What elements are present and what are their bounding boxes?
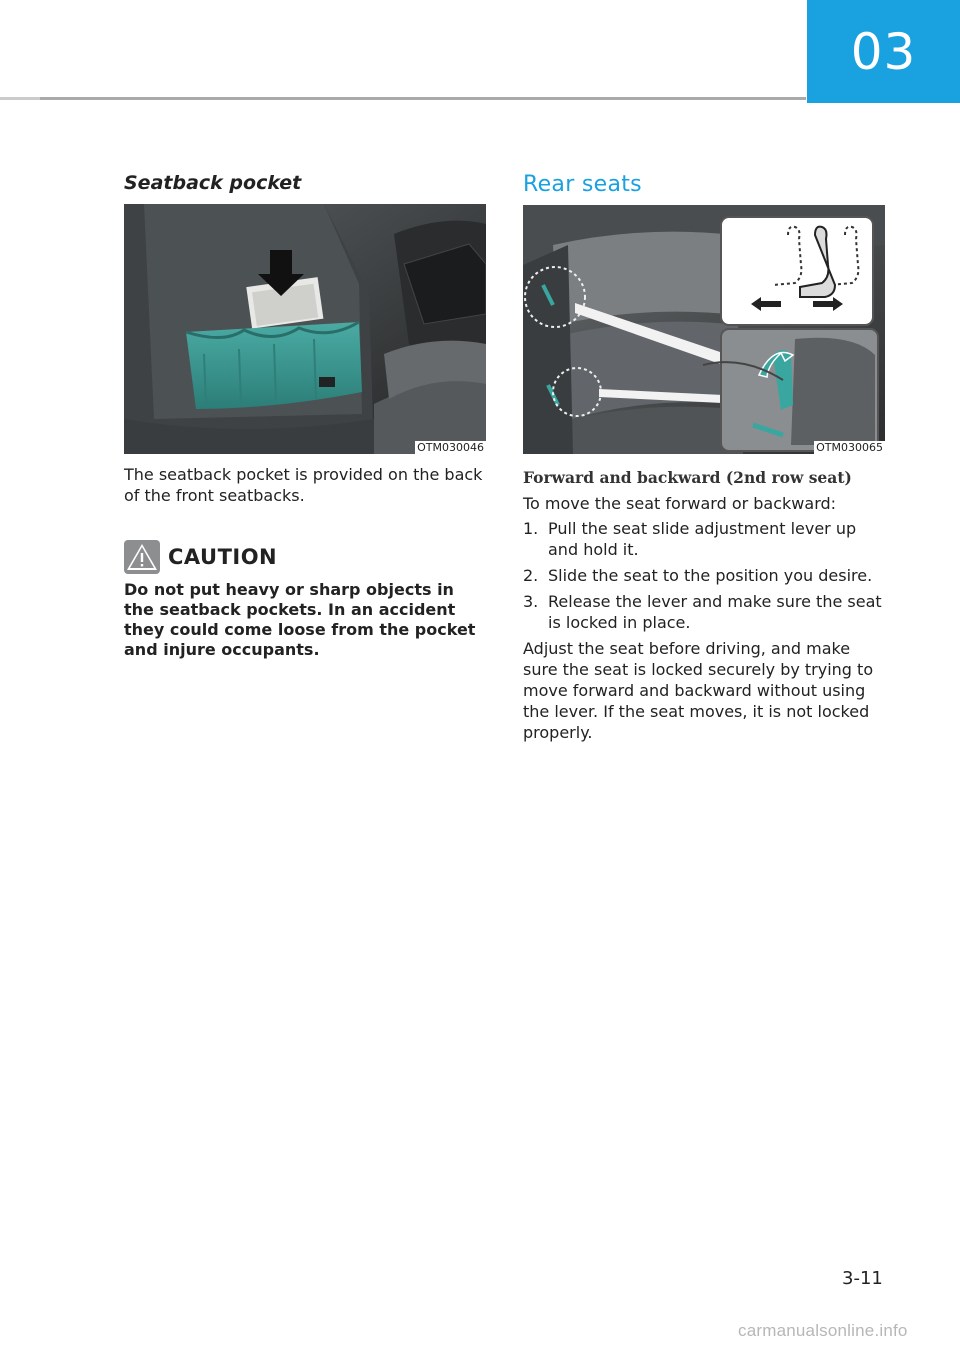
step-text: Pull the seat slide adjustment lever up and hold it. xyxy=(548,519,857,559)
left-column xyxy=(124,172,486,660)
seatback-pocket-figure xyxy=(124,204,486,454)
rear-seats-illustration xyxy=(523,205,885,454)
header-rule xyxy=(0,97,806,100)
rear-seats-figure xyxy=(523,205,885,454)
page-number: 3-11 xyxy=(842,1268,883,1289)
intro-text: To move the seat forward or backward: xyxy=(523,494,837,513)
list-item xyxy=(523,591,885,633)
step-number: 2. xyxy=(523,566,539,585)
watermark: carmanualsonline.info xyxy=(738,1321,908,1340)
lock-note: Adjust the seat before driving, and make sure the seat is locked securely by trying to move forward and backward without using the lever. If the seat moves, it is not locked properly. xyxy=(523,639,874,742)
step-number: 1. xyxy=(523,519,539,538)
caution-header xyxy=(124,540,486,574)
seatback-pocket-description: The seatback pocket is provided on the back of the front seatbacks. xyxy=(124,465,483,505)
seatback-pocket-illustration xyxy=(124,204,486,454)
caution-text: Do not put heavy or sharp objects in the seatback pockets. In an accident they could come loose from the pocket and injure occupants. xyxy=(124,580,476,659)
step-text: Slide the seat to the position you desire. xyxy=(548,566,873,585)
right-column xyxy=(523,172,885,743)
figure-code: OTM030046 xyxy=(417,441,484,454)
list-item xyxy=(523,518,885,560)
seatback-pocket-heading: Seatback pocket xyxy=(124,172,302,194)
step-number: 3. xyxy=(523,592,539,611)
forward-backward-subheading: Forward and backward (2nd row seat) xyxy=(523,468,852,487)
step-text: Release the lever and make sure the seat is locked in place. xyxy=(548,592,882,632)
steps-list xyxy=(523,518,885,633)
warning-icon xyxy=(124,540,160,574)
list-item xyxy=(523,565,885,586)
rear-seats-heading: Rear seats xyxy=(523,172,642,197)
caution-label: CAUTION xyxy=(168,545,278,569)
header-rule-accent xyxy=(0,97,40,100)
figure-code: OTM030065 xyxy=(816,441,883,454)
chapter-tab: 03 xyxy=(807,0,960,103)
